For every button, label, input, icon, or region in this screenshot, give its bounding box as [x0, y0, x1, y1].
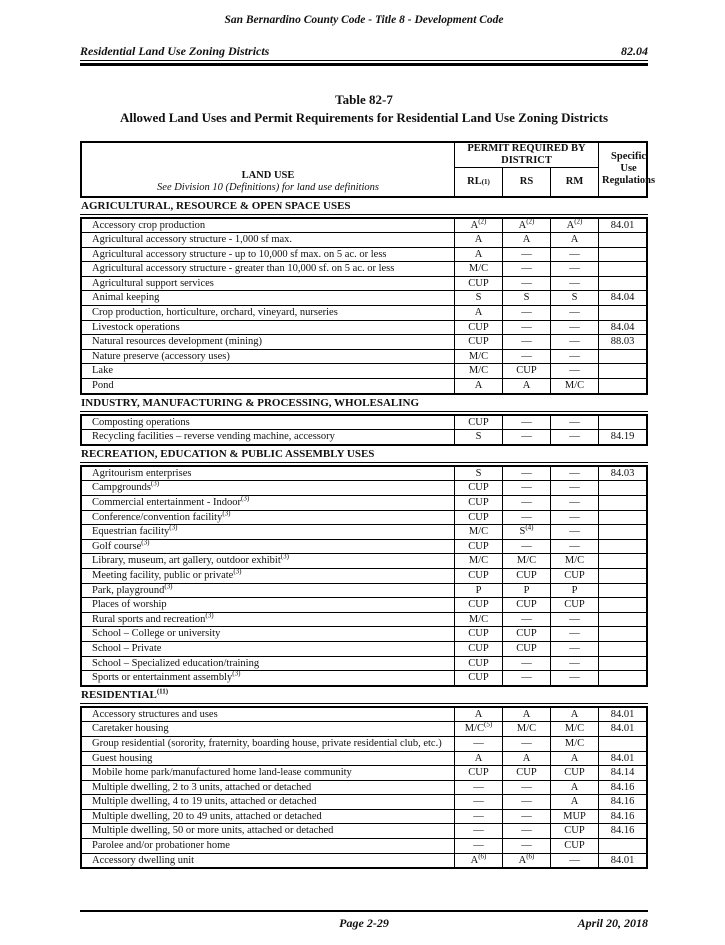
land-use-label: Multiple dwelling, 20 to 49 units, attached or detached [92, 810, 322, 822]
land-use-row [82, 495, 646, 510]
land-use-row [82, 641, 646, 656]
land-use-label: Campgrounds$^{(3)}$ [92, 481, 160, 494]
footnote-ref: (2) [478, 218, 487, 225]
permit-cell-rm: A [550, 795, 598, 809]
footnote-ref: (3) [280, 554, 289, 561]
permit-cell-rs: — [502, 795, 550, 809]
specific-use-cell [598, 657, 646, 671]
footnote-ref: (5) [484, 722, 493, 729]
specific-use-cell: 84.16 [598, 795, 646, 809]
land-use-label: Sports or entertainment assembly$^{(3)}$ [92, 671, 241, 684]
land-use-header-subtitle: See Division 10 (Definitions) for land use definitions [157, 181, 379, 193]
specific-use-cell [598, 416, 646, 430]
permit-cell-rm: — [550, 430, 598, 444]
section-title: INDUSTRY, MANUFACTURING & PROCESSING, WHOLESALING [80, 396, 648, 412]
permit-cell-rs: $S^{(4)}$ [502, 525, 550, 539]
table-section [80, 447, 648, 687]
permit-cell-rs: — [502, 306, 550, 320]
land-use-row [82, 853, 646, 868]
permit-cell-rl: CUP [454, 540, 502, 554]
permit-cell-rm: M/C [550, 554, 598, 568]
section-title: RECREATION, EDUCATION & PUBLIC ASSEMBLY USES [80, 447, 648, 463]
permit-cell-rs: — [502, 262, 550, 276]
permit-cell-rl: — [454, 839, 502, 853]
permit-cell-rm: — [550, 321, 598, 335]
specific-use-cell [598, 248, 646, 262]
land-use-row [82, 261, 646, 276]
permit-cell-rl: — [454, 824, 502, 838]
permit-cell-rm: — [550, 335, 598, 349]
permit-cell-rm: — [550, 671, 598, 685]
land-use-label: School – Specialized education/training [92, 657, 260, 669]
permit-cell-rl: CUP [454, 321, 502, 335]
land-use-header-cell [82, 143, 454, 196]
land-use-label: Caretaker housing [92, 723, 169, 735]
table-header [80, 141, 656, 198]
permit-cell-rs: — [502, 781, 550, 795]
permit-cell-rs: — [502, 839, 550, 853]
permit-cell-rl: A [454, 248, 502, 262]
land-use-label: Conference/convention facility$^{(3)}$ [92, 510, 231, 523]
land-use-row [82, 568, 646, 583]
permit-cell-rs: A [502, 708, 550, 722]
permit-cell-rs: CUP [502, 627, 550, 641]
permit-cell-rs: CUP [502, 569, 550, 583]
permit-cell-rm: M/C [550, 379, 598, 393]
land-use-label: Agritourism enterprises [92, 467, 192, 479]
permit-cell-rl: CUP [454, 657, 502, 671]
land-use-label: Recycling facilities – reverse vending machine, accessory [92, 431, 335, 443]
permit-cell-rs: — [502, 321, 550, 335]
permit-cell-rm: — [550, 262, 598, 276]
permit-cell-rl: $M/C^{(5)}$ [454, 722, 502, 736]
land-use-row [82, 480, 646, 495]
permit-cell-rs: — [502, 496, 550, 510]
permit-cell-rs: — [502, 511, 550, 525]
footnote-ref: (3) [222, 510, 231, 518]
footnote-ref: (11) [156, 687, 169, 696]
district-col-rl: RL (1) [454, 168, 502, 196]
permit-cell-rl: CUP [454, 598, 502, 612]
permit-cell-rm: M/C [550, 722, 598, 736]
permit-cell-rm: — [550, 416, 598, 430]
land-use-row [82, 780, 646, 795]
specific-use-cell [598, 233, 646, 247]
permit-cell-rl: M/C [454, 262, 502, 276]
land-use-row [82, 429, 646, 444]
table-caption: Allowed Land Uses and Permit Requirements for Residential Land Use Zoning Districts [119, 109, 609, 125]
land-use-label: Rural sports and recreation$^{(3)}$ [92, 612, 214, 625]
specific-use-cell [598, 569, 646, 583]
specific-use-cell [598, 277, 646, 291]
permit-cell-rm: S [550, 291, 598, 305]
permit-cell-rs: — [502, 277, 550, 291]
land-use-row [82, 626, 646, 641]
specific-use-cell: 84.01 [598, 854, 646, 868]
permit-cell-rm: — [550, 481, 598, 495]
permit-cell-rs: — [502, 737, 550, 751]
land-use-table [80, 141, 656, 870]
header-rule [80, 63, 648, 66]
permit-cell-rm: MUP [550, 810, 598, 824]
permit-cell-rm: M/C [550, 737, 598, 751]
footnote-ref: (6) [526, 853, 535, 861]
permit-cell-rl: CUP [454, 642, 502, 656]
permit-cell-rl: — [454, 781, 502, 795]
permit-cell-rl: A [454, 233, 502, 247]
land-use-label: Agricultural accessory structure - 1,000 sf max. [92, 234, 293, 246]
land-use-row [82, 378, 646, 393]
specific-use-cell [598, 364, 646, 378]
land-use-row [82, 539, 646, 554]
land-use-label: Crop production, horticulture, orchard, vineyard, nurseries [92, 307, 338, 319]
land-use-label: Golf course$^{(3)}$ [92, 539, 150, 552]
permit-cell-rl: M/C [454, 350, 502, 364]
permit-cell-rm: — [550, 277, 598, 291]
section-rows [80, 706, 648, 870]
land-use-row [82, 305, 646, 320]
specific-use-cell [598, 737, 646, 751]
page-number: Page 2-29 [339, 916, 389, 930]
section-rows [80, 465, 648, 687]
permit-cell-rm: — [550, 854, 598, 868]
land-use-row [82, 765, 646, 780]
specific-use-cell: 84.16 [598, 781, 646, 795]
permit-cell-rl: CUP [454, 569, 502, 583]
land-use-label: Meeting facility, public or private$^{(3)}$ [92, 568, 242, 581]
permit-cell-rs: — [502, 481, 550, 495]
specific-use-cell [598, 379, 646, 393]
land-use-label: Agricultural accessory structure - greater than 10,000 sf. on 5 ac. or less [92, 263, 395, 275]
land-use-label: Park, playground$^{(3)}$ [92, 583, 173, 596]
permit-cell-rm: — [550, 496, 598, 510]
permit-cell-rs: — [502, 671, 550, 685]
permit-cell-rl: $A^{(2)}$ [454, 219, 502, 233]
footnote-ref: (3) [164, 583, 173, 591]
specific-use-cell [598, 613, 646, 627]
permit-cell-rs: — [502, 540, 550, 554]
permit-cell-rl: A [454, 379, 502, 393]
permit-cell-rl: M/C [454, 613, 502, 627]
specific-use-cell [598, 511, 646, 525]
permit-cell-rm: — [550, 627, 598, 641]
permit-cell-rl: CUP [454, 335, 502, 349]
land-use-label: Library, museum, art gallery, outdoor exhibit$^{(3)}$ [92, 554, 289, 567]
permit-cell-rs: — [502, 350, 550, 364]
land-use-label: Agricultural support services [92, 277, 214, 289]
land-use-row [82, 524, 646, 539]
land-use-label: Parolee and/or probationer home [92, 840, 230, 852]
specific-use-cell [598, 540, 646, 554]
land-use-label: Lake [92, 365, 113, 377]
land-use-label: Agricultural accessory structure - up to 10,000 sf max. on 5 ac. or less [92, 248, 387, 260]
specific-use-cell [598, 525, 646, 539]
permit-cell-rl: S [454, 430, 502, 444]
permit-cell-rm: $A^{(2)}$ [550, 219, 598, 233]
section-title: RESIDENTIAL$^{(11)}$ [80, 688, 648, 704]
specific-use-cell: 84.16 [598, 824, 646, 838]
permit-cell-rm: — [550, 511, 598, 525]
land-use-label: Multiple dwelling, 50 or more units, attached or detached [92, 825, 334, 837]
land-use-row [82, 219, 646, 233]
district-col-rs: RS [502, 168, 550, 196]
footnote-ref: (4) [525, 525, 534, 532]
permit-cell-rm: A [550, 708, 598, 722]
page-footer [80, 910, 648, 932]
specific-use-cell: 84.01 [598, 722, 646, 736]
specific-use-cell: 84.04 [598, 291, 646, 305]
permit-cell-rs: CUP [502, 364, 550, 378]
permit-cell-rs: — [502, 657, 550, 671]
permit-cell-rm: — [550, 467, 598, 481]
permit-cell-rl: S [454, 467, 502, 481]
permit-cell-rs: $A^{(6)}$ [502, 854, 550, 868]
permit-cell-rl: A [454, 306, 502, 320]
footnote-ref: (3) [232, 671, 241, 678]
land-use-row [82, 708, 646, 722]
table-section [80, 688, 648, 870]
specific-use-cell [598, 584, 646, 598]
permit-cell-rm: — [550, 248, 598, 262]
running-head-left: Residential Land Use Zoning Districts [80, 44, 270, 58]
permit-cell-rs: — [502, 248, 550, 262]
land-use-label: School – College or university [92, 628, 221, 640]
permit-cell-rs: — [502, 613, 550, 627]
land-use-row [82, 583, 646, 598]
permit-cell-rm: — [550, 306, 598, 320]
specific-use-cell: 88.03 [598, 335, 646, 349]
land-use-row [82, 363, 646, 378]
permit-cell-rs: — [502, 416, 550, 430]
land-use-row [82, 736, 646, 751]
permit-cell-rs: — [502, 430, 550, 444]
specific-use-cell [598, 306, 646, 320]
permit-cell-rm: — [550, 350, 598, 364]
land-use-row [82, 510, 646, 525]
permit-cell-rl: — [454, 810, 502, 824]
footer-date: April 20, 2018 [577, 916, 648, 930]
permit-cell-rl: CUP [454, 496, 502, 510]
land-use-row [82, 809, 646, 824]
land-use-row [82, 794, 646, 809]
land-use-label: Animal keeping [92, 292, 160, 304]
specific-use-cell [598, 642, 646, 656]
footnote-ref: (3) [241, 496, 250, 503]
permit-cell-rl: A [454, 752, 502, 766]
footnote-ref: (3) [205, 612, 214, 620]
specific-use-cell [598, 598, 646, 612]
table-number: Table 82-7 [335, 91, 393, 107]
specific-use-cell: 84.14 [598, 766, 646, 780]
district-col-rm: RM [550, 168, 598, 196]
permit-cell-rm: CUP [550, 598, 598, 612]
land-use-row [82, 656, 646, 671]
permit-cell-rm: CUP [550, 824, 598, 838]
land-use-label: Livestock operations [92, 321, 180, 333]
permit-cell-rs: — [502, 810, 550, 824]
permit-cell-rs: A [502, 233, 550, 247]
land-use-row [82, 838, 646, 853]
land-use-label: Places of worship [92, 599, 167, 611]
permit-cell-rl: CUP [454, 766, 502, 780]
specific-use-cell [598, 350, 646, 364]
table-section [80, 396, 648, 446]
table-title [80, 92, 648, 125]
land-use-row [82, 247, 646, 262]
permit-cell-rl: — [454, 737, 502, 751]
permit-cell-rm: CUP [550, 839, 598, 853]
specific-use-cell [598, 481, 646, 495]
permit-cell-rm: — [550, 540, 598, 554]
specific-use-cell: 84.04 [598, 321, 646, 335]
land-use-row [82, 334, 646, 349]
land-use-row [82, 721, 646, 736]
specific-use-cell: 84.03 [598, 467, 646, 481]
permit-cell-rl: CUP [454, 671, 502, 685]
land-use-row [82, 670, 646, 685]
land-use-row [82, 232, 646, 247]
running-head [80, 44, 648, 61]
footnote-ref: (3) [233, 568, 242, 576]
land-use-label: School – Private [92, 642, 162, 654]
specific-use-cell: 84.01 [598, 708, 646, 722]
land-use-label: Accessory structures and uses [92, 708, 218, 720]
land-use-label: Pond [92, 380, 114, 392]
permit-cell-rm: — [550, 657, 598, 671]
footnote-ref: (2) [574, 218, 583, 225]
specific-use-cell [598, 839, 646, 853]
section-rows [80, 414, 648, 446]
land-use-label: Commercial entertainment - Indoor$^{(3)}$ [92, 496, 250, 508]
land-use-row [82, 597, 646, 612]
permit-cell-rm: — [550, 525, 598, 539]
permit-cell-rl: CUP [454, 511, 502, 525]
land-use-row [82, 276, 646, 291]
permit-cell-rm: — [550, 642, 598, 656]
specific-use-cell: 84.01 [598, 752, 646, 766]
permit-cell-rs: — [502, 824, 550, 838]
land-use-row [82, 612, 646, 627]
land-use-label: Accessory dwelling unit [92, 854, 195, 866]
specific-use-cell: 84.01 [598, 219, 646, 233]
land-use-label: Group residential (sorority, fraternity, boarding house, private residential club, etc.) [92, 737, 442, 749]
footer-rule [80, 910, 648, 913]
permit-required-header: PERMIT REQUIRED BY DISTRICT [454, 143, 598, 168]
permit-cell-rm: — [550, 364, 598, 378]
specific-use-header: Specific Use Regulations [598, 143, 658, 196]
land-use-label: Accessory crop production [92, 219, 206, 231]
permit-cell-rl: M/C [454, 554, 502, 568]
permit-cell-rs: A [502, 752, 550, 766]
section-rows [80, 217, 648, 395]
doc-title: San Bernardino County Code - Title 8 - Development Code [224, 14, 504, 26]
land-use-label: Composting operations [92, 416, 190, 428]
permit-cell-rs: CUP [502, 642, 550, 656]
specific-use-cell [598, 262, 646, 276]
permit-cell-rm: CUP [550, 569, 598, 583]
permit-cell-rm: CUP [550, 766, 598, 780]
permit-cell-rl: CUP [454, 627, 502, 641]
land-use-label: Multiple dwelling, 4 to 19 units, attached or detached [92, 796, 317, 808]
permit-cell-rl: $A^{(6)}$ [454, 854, 502, 868]
land-use-row [82, 467, 646, 481]
permit-cell-rl: CUP [454, 416, 502, 430]
land-use-label: Natural resources development (mining) [92, 336, 262, 348]
land-use-label: Multiple dwelling, 2 to 3 units, attached or detached [92, 781, 312, 793]
permit-cell-rm: A [550, 781, 598, 795]
permit-cell-rl: — [454, 795, 502, 809]
permit-cell-rs: A [502, 379, 550, 393]
land-use-label: Nature preserve (accessory uses) [92, 350, 230, 362]
land-use-row [82, 553, 646, 568]
specific-use-cell [598, 496, 646, 510]
land-use-row [82, 823, 646, 838]
footnote-ref: (2) [526, 218, 535, 225]
land-use-label: Equestrian facility$^{(3)}$ [92, 525, 178, 538]
permit-cell-rs: M/C [502, 722, 550, 736]
land-use-label: Mobile home park/manufactured home land-lease community [92, 767, 352, 779]
permit-cell-rl: CUP [454, 481, 502, 495]
specific-use-cell: 84.16 [598, 810, 646, 824]
permit-cell-rs: S [502, 291, 550, 305]
running-head-right: 82.04 [621, 44, 648, 58]
land-use-header-title: LAND USE [241, 169, 295, 181]
table-body [80, 199, 648, 870]
permit-cell-rm: A [550, 752, 598, 766]
permit-cell-rl: P [454, 584, 502, 598]
permit-cell-rl: M/C [454, 525, 502, 539]
permit-cell-rm: — [550, 613, 598, 627]
section-title: AGRICULTURAL, RESOURCE & OPEN SPACE USES [80, 199, 648, 215]
land-use-row [82, 416, 646, 430]
permit-cell-rs: $A^{(2)}$ [502, 219, 550, 233]
footnote-ref: (3) [150, 481, 160, 488]
permit-cell-rs: P [502, 584, 550, 598]
footnote-ref: (3) [169, 525, 178, 532]
permit-cell-rl: S [454, 291, 502, 305]
specific-use-cell [598, 627, 646, 641]
specific-use-cell [598, 554, 646, 568]
footnote-ref: (3) [141, 539, 150, 547]
permit-cell-rl: A [454, 708, 502, 722]
table-section [80, 199, 648, 395]
permit-cell-rs: CUP [502, 766, 550, 780]
permit-cell-rs: M/C [502, 554, 550, 568]
permit-cell-rm: P [550, 584, 598, 598]
permit-cell-rl: M/C [454, 364, 502, 378]
permit-cell-rl: CUP [454, 277, 502, 291]
land-use-row [82, 349, 646, 364]
land-use-row [82, 290, 646, 305]
permit-cell-rs: — [502, 467, 550, 481]
land-use-row [82, 320, 646, 335]
specific-use-cell [598, 671, 646, 685]
footnote-ref: (6) [478, 853, 487, 861]
permit-cell-rs: — [502, 335, 550, 349]
specific-use-cell: 84.19 [598, 430, 646, 444]
permit-cell-rs: CUP [502, 598, 550, 612]
land-use-row [82, 751, 646, 766]
land-use-label: Guest housing [92, 752, 153, 764]
permit-cell-rm: A [550, 233, 598, 247]
